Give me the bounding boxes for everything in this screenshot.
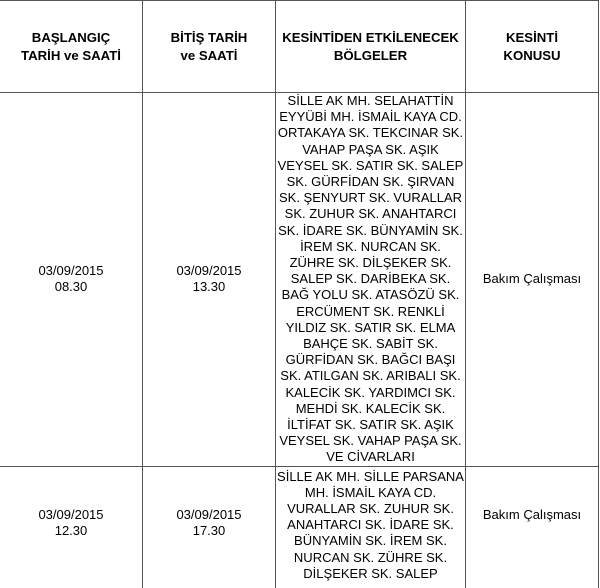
header-end-datetime: BİTİŞ TARİH ve SAATİ bbox=[143, 1, 276, 93]
table-row bbox=[0, 93, 599, 467]
header-affected-regions: KESİNTİDEN ETKİLENECEK BÖLGELER bbox=[276, 1, 466, 93]
end-datetime-cell: 03/09/2015 17.30 bbox=[143, 466, 276, 588]
outage-subject-cell: Bakım Çalışması bbox=[466, 466, 599, 588]
affected-regions-cell: SİLLE AK MH. SİLLE PARSANA MH. İSMAİL KAYA CD. VURALLAR SK. ZUHUR SK. ANAHTARCI SK. İDARE SK. BÜNYAMİN SK. İREM SK. NURCAN SK. ZÜHRE SK. DİLŞEKER SK. SALEP bbox=[276, 466, 466, 588]
start-datetime-cell: 03/09/2015 08.30 bbox=[0, 93, 143, 467]
header-start-datetime: BAŞLANGIÇ TARİH ve SAATİ bbox=[0, 1, 143, 93]
header-row bbox=[0, 1, 599, 93]
table-row bbox=[0, 466, 599, 588]
end-datetime-cell: 03/09/2015 13.30 bbox=[143, 93, 276, 467]
outage-subject-cell: Bakım Çalışması bbox=[466, 93, 599, 467]
affected-regions-cell: SİLLE AK MH. SELAHATTİN EYYÜBİ MH. İSMAİL KAYA CD. ORTAKAYA SK. TEKCINAR SK. VAHAP PAŞA SK. AŞIK VEYSEL SK. SATIR SK. SALEP SK. GÜRFİDAN SK. ŞIRVAN SK. ŞENYURT SK. VURALLAR SK. ZUHUR SK. ANAHTARCI SK. İDARE SK. BÜNYAMİN SK. İREM SK. NURCAN SK. ZÜHRE SK. DİLŞEKER SK. SALEP SK. DARİBEKA SK. BAĞ YOLU SK. ATASÖZÜ SK. ERCÜMENT SK. RENKLİ YILDIZ SK. SATIR SK. ELMA BAHÇE SK. SABİT SK. GÜRFİDAN SK. BAĞCI BAŞI SK. ATILGAN SK. ARIBALI SK. KALECİK SK. YARDIMCI SK. MEHDİ SK. KALECİK SK. İLTİFAT SK. SATIR SK. AŞIK VEYSEL SK. VAHAP PAŞA SK. VE CİVARLARI bbox=[276, 93, 466, 467]
start-datetime-cell: 03/09/2015 12.30 bbox=[0, 466, 143, 588]
header-outage-subject: KESİNTİ KONUSU bbox=[466, 1, 599, 93]
